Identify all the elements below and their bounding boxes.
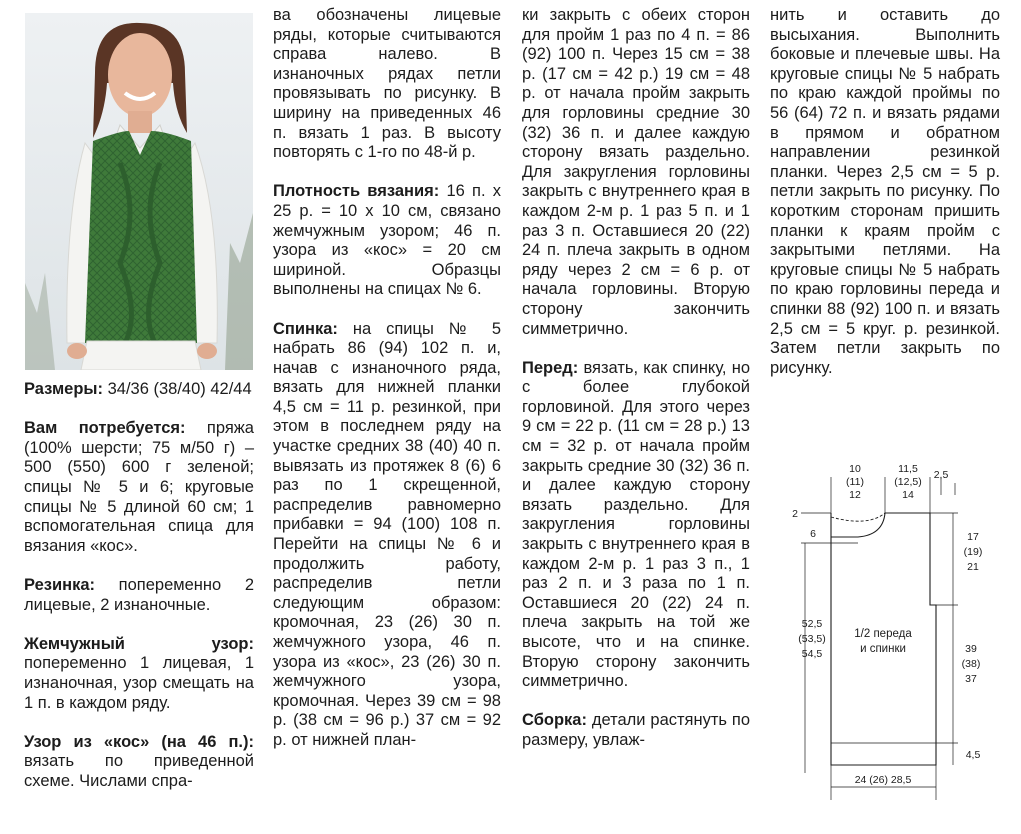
rib-text: попеременно 2 лицевые, 2 изнаночные. — [24, 575, 254, 614]
materials-label: Вам потребуется: — [24, 419, 186, 438]
front-text: вязать, как спинку, но с более глубокой горловиной. Для этого через 9 см = 22 р. (11 см = 28 р.) 13 см = 32 р. от начала пройм закрыть средние 30 (32) 36 п. и далее каждую сторону вязать раздельно. Для закругления горловины закрыть с внутреннего края в каждом 2-м р. 1 раз 3 п., 1 раз 2 п. и 3 раза по 1 п. Оставшиеся 20 (22) 24 п. плеча закрыть на той же высоте, что и на спинке. Вторую сторону закончить симметрично. — [522, 358, 750, 691]
gauge-label: Плотность вязания: — [273, 182, 440, 201]
text-column-4 — [770, 6, 1000, 378]
piece-label-line-2: и спинки — [860, 643, 906, 655]
piece-label-line-1: 1/2 переда — [854, 628, 912, 640]
text-column-2 — [273, 6, 501, 751]
assembly-paragraph — [522, 711, 750, 750]
assembly-text: детали растянуть по размеру, увлаж- — [522, 711, 750, 749]
back-continued: ки закрыть с обеих сторон для пройм 1 раз по 4 п. = 86 (92) 100 п. Через 15 см = 38 р. (17 см = 42 р.) 19 см = 48 р. от начала пройм закрыть для горловины средние 30 (32) 36 п. и далее каждую сторону вязать раздельно. Для закругления горловины закрыть с внутреннего края в каждом 2-м р. 1 раз 5 п. и 1 раз 3 п. Оставшиеся 20 (22) 24 п. плеча закрыть в одном ряду через 2 см = 6 р. от начала горловины. Вторую сторону закончить симметрично. — [522, 6, 750, 338]
armhole-measure-1: 17 — [967, 531, 979, 543]
shoulder-measure-3: 14 — [902, 489, 914, 501]
length-measure-3: 54,5 — [801, 648, 823, 660]
armhole-measure-3: 21 — [967, 561, 979, 573]
back-neck-line — [831, 513, 885, 521]
materials-text: пряжа (100% шерсти; 75 м/50 г) – 500 (550) 600 г зеленой; спицы № 5 и 6; круговые спицы № 5 длиной 60 см; 1 вспомогательная спица для вязания «кос». — [24, 419, 254, 555]
moss-label: Жемчужный узор: — [24, 634, 254, 653]
schematic-svg — [783, 455, 1008, 805]
sizes-paragraph — [24, 380, 254, 400]
back-neck-depth: 2 — [792, 508, 798, 520]
cable-continued: ва обозначены лицевые ряды, которые считываются справа налево. В изнаночных рядах петли провязывать по рисунку. В ширину на приведенных 46 п. вязать 1 раз. В высоту повторять с 1-го по 48-й р. — [273, 6, 501, 162]
shoulder-measure-1: 11,5 — [898, 463, 918, 475]
length-measure-1: 52,5 — [801, 618, 823, 630]
sizes-label: Размеры: — [24, 380, 104, 398]
side-measure-2: (38) — [961, 658, 981, 670]
shoulder-measure-2: (12,5) — [894, 476, 922, 488]
back-text: на спицы № 5 набрать 86 (94) 102 п. и, начав с изнаночного ряда, вязать для нижней планки 4,5 см = 11 р. резинкой, при этом в последнем ряду на участке средних 38 (40) 40 п. вывязать из протяжек 8 (6) 6 раз по 1 скрещенной, распределив равномерно прибавки = 94 (100) 108 п. Перейти на спицы № 6 и продолжить работу, распределив петли следующим образом: кромочная, 23 (26) 30 п. жемчужного узора, 46 п. узора из «кос», 23 (26) 30 п. жемчужного узора, кромочная. Через 39 см = 98 р. (38 см = 96 р.) 37 см = 92 р. от нижней план- — [273, 319, 501, 749]
rib-label: Резинка: — [24, 575, 96, 594]
front-label: Перед: — [522, 358, 579, 377]
text-column-1 — [24, 380, 254, 791]
gauge-paragraph — [273, 182, 501, 300]
moss-text: попеременно 1 лицевая, 1 изнаночная, узор смещать на 1 п. в каждом ряду. — [24, 654, 254, 712]
back-paragraph — [273, 320, 501, 751]
rib-paragraph — [24, 576, 254, 615]
gauge-text: 16 п. х 25 р. = 10 х 10 см, связано жемчужным узором; 46 п. узора из «кос» = 20 см шириной. Образцы выполнены на спицах № 6. — [273, 182, 502, 299]
front-neck-depth: 6 — [810, 528, 816, 540]
text-column-3 — [522, 6, 750, 751]
front-paragraph — [522, 359, 750, 692]
assembly-continued: нить и оставить до высыхания. Выполнить боковые и плечевые швы. На круговые спицы № 5 набрать по краю каждой проймы по 56 (64) 72 п. и вязать рядами в прямом и обратном направлении резинкой планки. Через 2,5 см = 5 р. петли закрыть по рисунку. По коротким сторонам пришить планки к краям пройм с закрытыми петлями. На круговые спицы № 5 набрать по краю горловины переда и спинки 88 (92) 100 п. и вязать 2,5 см = 5 круг. р. резинкой. Затем петли закрыть по рисунку. — [770, 6, 1000, 377]
sizes-text: 34/36 (38/40) 42/44 — [103, 380, 252, 398]
back-label: Спинка: — [273, 319, 338, 338]
neck-measure-2: (11) — [846, 476, 864, 488]
width-measure: 24 (26) 28,5 — [854, 774, 912, 786]
cable-label: Узор из «кос» (на 46 п.): — [24, 732, 254, 751]
moss-paragraph — [24, 635, 254, 713]
assembly-label: Сборка: — [522, 711, 587, 730]
rib-measure: 4,5 — [965, 749, 981, 761]
product-photo — [25, 13, 253, 370]
side-measure-3: 37 — [965, 673, 977, 685]
armband-measure: 2,5 — [933, 469, 949, 481]
cable-paragraph — [24, 733, 254, 792]
side-measure-1: 39 — [965, 643, 977, 655]
armhole-measure-2: (19) — [963, 546, 983, 558]
neck-measure-1: 10 — [849, 463, 861, 475]
neck-measure-3: 12 — [849, 489, 861, 501]
cable-text: вязать по приведенной схеме. Числами спра- — [24, 752, 254, 790]
materials-paragraph — [24, 419, 254, 556]
pattern-schematic — [783, 455, 1008, 805]
length-measure-2: (53,5) — [798, 633, 826, 645]
